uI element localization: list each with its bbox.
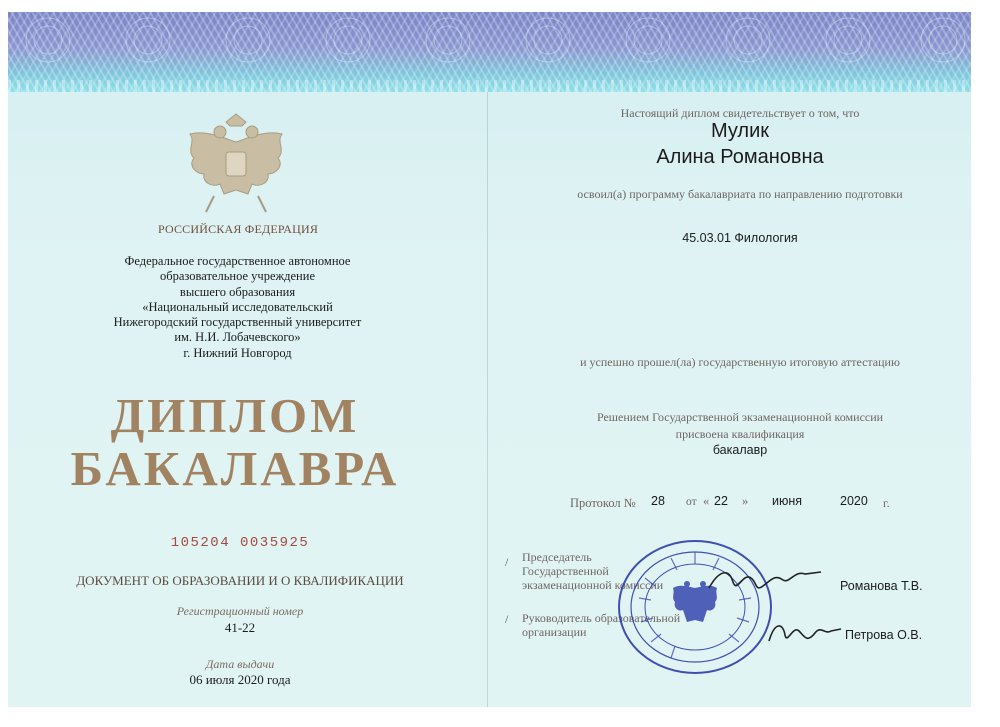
quote-open: « bbox=[703, 494, 710, 508]
serial-number: 105204 0035925 bbox=[170, 535, 310, 551]
document-type: ДОКУМЕНТ ОБ ОБРАЗОВАНИИ И О КВАЛИФИКАЦИИ bbox=[76, 573, 404, 588]
institution-line: «Национальный исследовательский bbox=[142, 299, 333, 314]
program-name: 45.03.01 Филология bbox=[682, 231, 798, 245]
certification-intro: Настоящий диплом свидетельствует о том, что bbox=[620, 106, 860, 120]
protocol-day: 22 bbox=[714, 494, 728, 508]
institution-line: им. Н.И. Лобачевского» bbox=[174, 330, 301, 345]
graduate-given-names: Алина Романовна bbox=[656, 146, 824, 168]
band-edge bbox=[8, 80, 971, 92]
diploma-title-line1: ДИПЛОМ bbox=[110, 388, 360, 443]
head-name: Петрова О.В. bbox=[845, 628, 923, 642]
country-name: РОССИЙСКАЯ ФЕДЕРАЦИЯ bbox=[157, 222, 319, 236]
head-role-line: организации bbox=[522, 625, 587, 639]
slash-mark: / bbox=[505, 555, 509, 569]
chair-role-line: экзаменационной комиссии bbox=[522, 578, 664, 592]
qualification: бакалавр bbox=[712, 443, 768, 457]
chair-role-line: Председатель bbox=[522, 550, 592, 564]
page-fold bbox=[487, 92, 488, 707]
protocol-from: от bbox=[686, 496, 697, 508]
slash-mark: / bbox=[505, 612, 509, 626]
protocol-month: июня bbox=[772, 494, 803, 508]
program-intro: освоил(а) программу бакалавриата по направлению подготовки bbox=[577, 187, 903, 201]
attestation-text: и успешно прошел(ла) государственную итоговую аттестацию bbox=[580, 355, 900, 369]
protocol-year-suffix: г. bbox=[883, 496, 890, 510]
registration-label: Регистрационный номер bbox=[176, 604, 304, 618]
institution-line: высшего образования bbox=[179, 284, 296, 299]
institution-line: Нижегородский государственный университет bbox=[113, 315, 362, 330]
institution-name bbox=[80, 254, 395, 361]
diploma-title-line2: БАКАЛАВРА bbox=[70, 441, 400, 496]
handwritten-signature-icon bbox=[705, 560, 825, 600]
chair-role-line: Государственной bbox=[522, 564, 609, 578]
head-role-line: Руководитель образовательной bbox=[522, 611, 681, 625]
institution-line: образовательное учреждение bbox=[159, 269, 315, 284]
protocol-year: 2020 bbox=[840, 494, 868, 508]
handwritten-signature-icon bbox=[765, 615, 845, 651]
guilloche-band bbox=[8, 12, 971, 92]
registration-number: 41-22 bbox=[224, 620, 256, 635]
commission-text-line1: Решением Государственной экзаменационной комиссии bbox=[596, 410, 884, 424]
protocol-label: Протокол № bbox=[570, 496, 636, 510]
double-headed-eagle-emblem-icon bbox=[176, 112, 296, 222]
chair-name: Романова Т.В. bbox=[840, 579, 923, 593]
institution-line: Федеральное государственное автономное bbox=[124, 254, 351, 268]
round-official-seal-icon bbox=[615, 538, 775, 676]
issue-date-label: Дата выдачи bbox=[205, 657, 275, 671]
quote-close: » bbox=[742, 494, 749, 508]
protocol-number: 28 bbox=[651, 494, 665, 508]
issue-date: 06 июля 2020 года bbox=[189, 672, 291, 687]
graduate-surname: Мулик bbox=[710, 120, 770, 142]
commission-text-line2: присвоена квалификация bbox=[675, 427, 805, 441]
institution-line: г. Нижний Новгород bbox=[183, 345, 292, 360]
